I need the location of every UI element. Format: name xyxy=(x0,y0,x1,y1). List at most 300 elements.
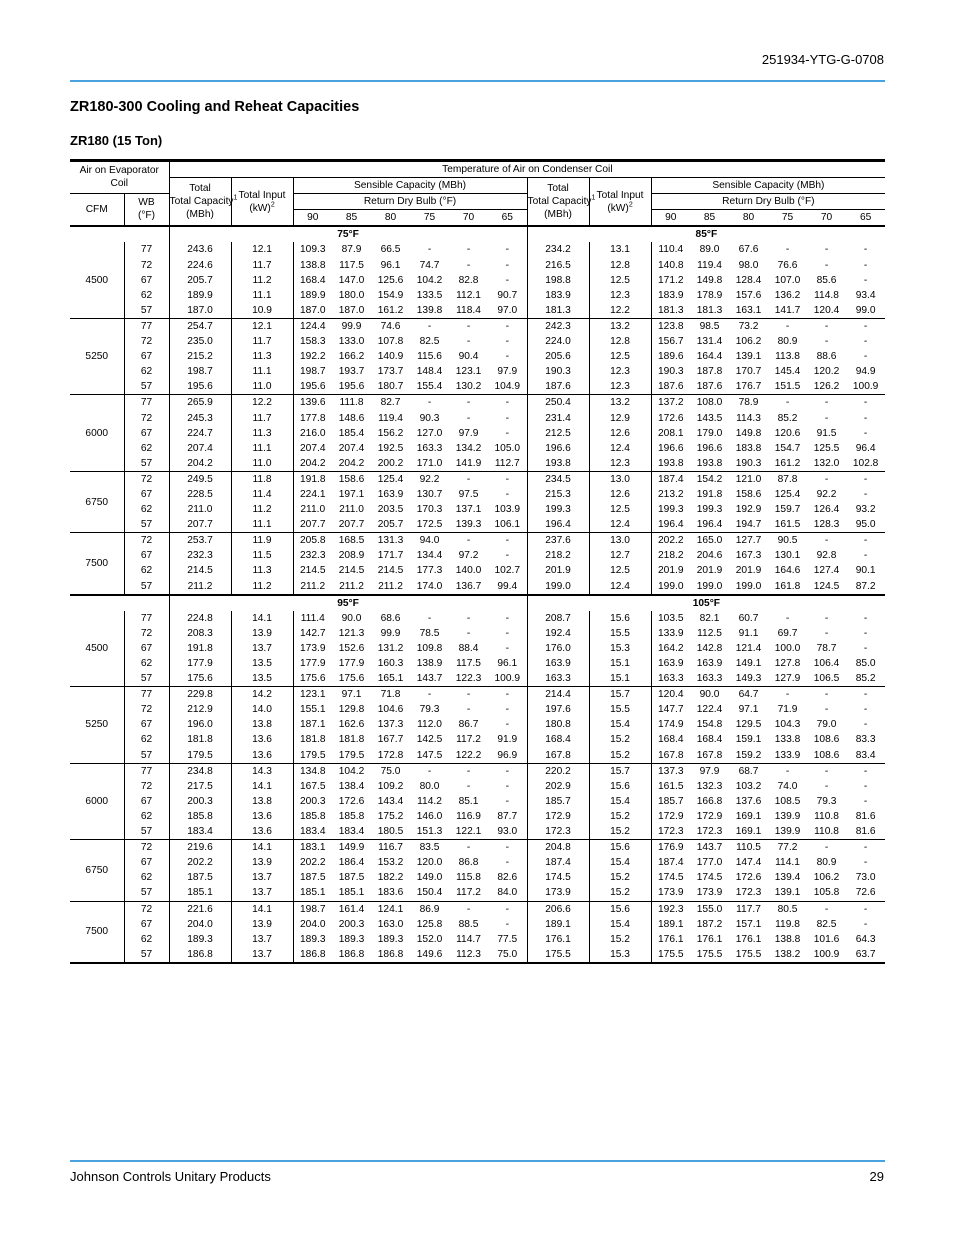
value-cell: 189.9 xyxy=(300,289,326,301)
value-cell: 104.3 xyxy=(774,719,801,731)
value-cell: 167.7 xyxy=(377,734,404,746)
value-cell: 186.8 xyxy=(377,948,404,960)
value-cell: 212.9 xyxy=(169,702,231,717)
value-cell: 15.2 xyxy=(589,885,651,901)
value-cell: 192.4 xyxy=(527,626,589,641)
value-cell: 75.0 xyxy=(371,763,410,779)
wb-cell: 57 xyxy=(124,748,169,764)
wb-cell: 57 xyxy=(124,671,169,687)
value-cell: 131.3 xyxy=(371,533,410,549)
wb-cell: 67 xyxy=(124,487,169,502)
table-row xyxy=(70,441,885,456)
value-cell: 185.7 xyxy=(658,795,684,807)
value-cell: 200.3 xyxy=(169,794,231,809)
value-cell: - xyxy=(807,471,846,487)
wb-cell: 67 xyxy=(124,855,169,870)
value-cell: 133.5 xyxy=(416,289,443,301)
value-cell: 136.7 xyxy=(455,580,482,592)
value-cell: 197.6 xyxy=(527,702,589,717)
value-cell: - xyxy=(410,763,449,779)
value-cell: 232.3 xyxy=(169,548,231,563)
table-row xyxy=(70,763,885,779)
table-row xyxy=(70,349,885,364)
value-cell: 171.2 xyxy=(658,274,684,286)
value-cell: 108.5 xyxy=(774,795,801,807)
value-cell: 204.6 xyxy=(696,550,723,562)
value-cell: 154.9 xyxy=(377,289,404,301)
value-cell: 123.1 xyxy=(455,366,482,378)
value-cell: 96.1 xyxy=(488,656,527,671)
value-cell: 214.5 xyxy=(338,565,365,577)
value-cell: 11.5 xyxy=(231,548,293,563)
value-cell: 207.7 xyxy=(300,519,326,531)
value-cell: 102.8 xyxy=(852,457,879,469)
value-cell: 87.9 xyxy=(341,244,362,256)
value-cell: 204.0 xyxy=(300,918,326,930)
value-cell: 201.9 xyxy=(696,565,723,577)
value-cell: 189.3 xyxy=(169,932,231,947)
value-cell: 187.6 xyxy=(658,381,684,393)
value-cell: 214.5 xyxy=(377,565,404,577)
value-cell: 173.9 xyxy=(696,887,723,899)
value-cell: 97.1 xyxy=(332,687,371,703)
value-cell: 204.2 xyxy=(300,457,326,469)
wb-cell: 62 xyxy=(124,932,169,947)
value-cell: 176.1 xyxy=(658,933,684,945)
value-cell: 15.6 xyxy=(589,611,651,626)
value-cell: 11.1 xyxy=(231,288,293,303)
table-row xyxy=(70,334,885,349)
value-cell: 139.6 xyxy=(293,395,332,411)
value-cell: 109.8 xyxy=(416,642,443,654)
value-cell: 124.5 xyxy=(813,580,840,592)
value-cell: 199.0 xyxy=(735,580,762,592)
value-cell: 211.2 xyxy=(339,580,364,592)
value-cell: 11.9 xyxy=(231,533,293,549)
table-row xyxy=(70,824,885,840)
value-cell: 85.2 xyxy=(777,412,798,424)
value-cell: 254.7 xyxy=(169,318,231,334)
value-cell: 196.4 xyxy=(696,519,723,531)
value-cell: - xyxy=(488,901,527,917)
db-col-header: 75 xyxy=(423,212,436,224)
value-cell: 96.4 xyxy=(855,442,876,454)
value-cell: 196.4 xyxy=(527,517,589,533)
wb-cell: 77 xyxy=(124,395,169,411)
value-cell: 106.2 xyxy=(735,336,762,348)
value-cell: 177.3 xyxy=(416,565,443,577)
capacity-table xyxy=(70,159,885,964)
condenser-temp-label: 95°F xyxy=(169,595,527,611)
value-cell: 148.4 xyxy=(416,366,443,378)
value-cell: 60.7 xyxy=(738,612,759,624)
value-cell: - xyxy=(807,318,846,334)
value-cell: 177.0 xyxy=(696,857,723,869)
value-cell: 199.3 xyxy=(658,504,684,516)
value-cell: 137.3 xyxy=(651,763,690,779)
page-title: ZR180-300 Cooling and Reheat Capacities xyxy=(70,99,360,115)
value-cell: 112.1 xyxy=(456,289,481,301)
value-cell: 13.6 xyxy=(231,748,293,764)
value-cell: - xyxy=(807,901,846,917)
value-cell: 83.5 xyxy=(410,840,449,856)
value-cell: 98.0 xyxy=(738,259,759,271)
value-cell: - xyxy=(824,336,829,348)
value-cell: 13.9 xyxy=(231,855,293,870)
value-cell: 90.7 xyxy=(488,288,527,303)
value-cell: 155.0 xyxy=(690,901,729,917)
value-cell: 168.4 xyxy=(300,274,326,286)
value-cell: 13.0 xyxy=(589,471,651,487)
value-cell: 164.6 xyxy=(774,565,801,577)
value-cell: 187.5 xyxy=(338,872,365,884)
value-cell: - xyxy=(863,336,868,348)
value-cell: - xyxy=(846,471,885,487)
value-cell: 175.2 xyxy=(377,810,404,822)
value-cell: 137.3 xyxy=(377,719,404,731)
value-cell: 120.6 xyxy=(774,427,801,439)
value-cell: 167.8 xyxy=(527,748,589,764)
value-cell: 125.4 xyxy=(774,488,801,500)
table-row xyxy=(70,273,885,288)
value-cell: 139.1 xyxy=(774,887,801,899)
value-cell: 13.8 xyxy=(231,794,293,809)
value-cell: 147.4 xyxy=(735,857,762,869)
value-cell: 207.7 xyxy=(338,519,365,531)
value-cell: 175.6 xyxy=(169,671,231,687)
value-cell: 199.0 xyxy=(696,580,723,592)
value-cell: - xyxy=(449,471,488,487)
value-cell: 196.6 xyxy=(527,441,589,456)
value-cell: 163.3 xyxy=(658,673,684,685)
value-cell: 90.5 xyxy=(768,533,807,549)
value-cell: 11.3 xyxy=(231,349,293,364)
value-cell: 12.6 xyxy=(589,487,651,502)
value-cell: 66.5 xyxy=(380,244,401,256)
value-cell: - xyxy=(846,901,885,917)
value-cell: 75.0 xyxy=(488,947,527,963)
value-cell: 14.2 xyxy=(231,687,293,703)
value-cell: - xyxy=(807,840,846,856)
value-cell: 13.9 xyxy=(231,626,293,641)
value-cell: 200.3 xyxy=(300,795,326,807)
value-cell: 187.4 xyxy=(651,471,690,487)
db-col-header: 80 xyxy=(742,212,755,224)
value-cell: 11.2 xyxy=(231,273,293,288)
value-cell: - xyxy=(488,318,527,334)
value-cell: 80.9 xyxy=(777,336,798,348)
value-cell: 13.7 xyxy=(231,947,293,963)
value-cell: 11.3 xyxy=(231,426,293,441)
table-row xyxy=(70,779,885,794)
value-cell: 12.8 xyxy=(589,334,651,349)
value-cell: 203.5 xyxy=(377,504,404,516)
value-cell: - xyxy=(488,548,527,563)
value-cell: 207.4 xyxy=(338,442,365,454)
value-cell: 143.5 xyxy=(696,412,723,424)
value-cell: 168.5 xyxy=(332,533,371,549)
table-row xyxy=(70,748,885,764)
value-cell: 137.2 xyxy=(651,395,690,411)
db-col-header: 65 xyxy=(859,212,872,224)
cfm-cell: 7500 xyxy=(70,533,124,595)
value-cell: 82.6 xyxy=(488,870,527,885)
value-cell: 106.5 xyxy=(813,673,840,685)
value-cell: 97.9 xyxy=(690,763,729,779)
value-cell: 15.7 xyxy=(589,687,651,703)
value-cell: 101.6 xyxy=(813,933,840,945)
value-cell: 173.7 xyxy=(377,366,404,378)
value-cell: 179.0 xyxy=(696,427,723,439)
value-cell: 82.7 xyxy=(371,395,410,411)
value-cell: 104.2 xyxy=(332,763,371,779)
value-cell: 109.2 xyxy=(377,780,404,792)
value-cell: 119.4 xyxy=(378,412,403,424)
value-cell: 121.4 xyxy=(735,642,762,654)
value-cell: - xyxy=(863,719,868,731)
value-cell: 143.7 xyxy=(416,673,443,685)
value-cell: 181.3 xyxy=(527,303,589,319)
value-cell: 234.8 xyxy=(169,763,231,779)
value-cell: 15.3 xyxy=(589,641,651,656)
value-cell: - xyxy=(449,533,488,549)
value-cell: 14.1 xyxy=(231,779,293,794)
value-cell: 198.7 xyxy=(293,901,332,917)
value-cell: - xyxy=(488,779,527,794)
value-cell: 127.7 xyxy=(729,533,768,549)
value-cell: 72.6 xyxy=(855,887,876,899)
value-cell: 187.0 xyxy=(169,303,231,319)
value-cell: 151.5 xyxy=(774,381,801,393)
value-cell: 112.7 xyxy=(488,456,527,472)
value-cell: 12.5 xyxy=(589,349,651,364)
value-cell: 175.6 xyxy=(338,673,365,685)
value-cell: 140.0 xyxy=(455,565,482,577)
table-row xyxy=(70,947,885,963)
value-cell: 97.0 xyxy=(488,303,527,319)
value-cell: 215.3 xyxy=(527,487,589,502)
value-cell: 253.7 xyxy=(169,533,231,549)
value-cell: 73.0 xyxy=(855,872,876,884)
table-row xyxy=(70,732,885,747)
value-cell: - xyxy=(824,412,829,424)
value-cell: 192.9 xyxy=(735,504,762,516)
value-cell: 185.8 xyxy=(300,810,326,822)
value-cell: 91.9 xyxy=(488,732,527,747)
value-cell: 229.8 xyxy=(169,687,231,703)
value-cell: 130.2 xyxy=(455,381,482,393)
value-cell: 234.2 xyxy=(527,242,589,257)
section-subtitle: ZR180 (15 Ton) xyxy=(70,133,163,148)
value-cell: 90.0 xyxy=(341,612,362,624)
value-cell: 115.6 xyxy=(417,351,442,363)
value-cell: - xyxy=(488,334,527,349)
value-cell: 134.2 xyxy=(455,442,482,454)
value-cell: - xyxy=(863,550,868,562)
value-cell: 186.4 xyxy=(338,857,365,869)
table-row xyxy=(70,395,885,411)
value-cell: - xyxy=(488,702,527,717)
value-cell: 167.5 xyxy=(300,780,326,792)
value-cell: 147.0 xyxy=(338,274,365,286)
value-cell: 138.2 xyxy=(774,948,801,960)
value-cell: - xyxy=(488,411,527,426)
value-cell: - xyxy=(863,244,868,256)
value-cell: 189.6 xyxy=(658,351,684,363)
total-input-header-right: Total Input (kW)$^2$ xyxy=(589,178,651,227)
value-cell: 232.3 xyxy=(300,550,326,562)
value-cell: 196.6 xyxy=(658,442,684,454)
value-cell: 12.5 xyxy=(589,502,651,517)
value-cell: 195.6 xyxy=(300,381,326,393)
value-cell: 204.0 xyxy=(169,917,231,932)
value-cell: 185.1 xyxy=(169,885,231,901)
value-cell: 97.9 xyxy=(488,364,527,379)
value-cell: 176.7 xyxy=(735,381,762,393)
wb-cell: 57 xyxy=(124,303,169,319)
value-cell: 74.6 xyxy=(371,318,410,334)
table-row xyxy=(70,502,885,517)
value-cell: - xyxy=(824,259,829,271)
value-cell: 125.8 xyxy=(416,918,443,930)
value-cell: 174.0 xyxy=(416,580,443,592)
value-cell: 189.1 xyxy=(658,918,684,930)
db-col-header: 90 xyxy=(665,212,677,224)
cfm-cell: 5250 xyxy=(70,318,124,394)
value-cell: - xyxy=(449,840,488,856)
value-cell: 71.9 xyxy=(777,704,798,716)
value-cell: 178.9 xyxy=(696,289,723,301)
value-cell: 142.8 xyxy=(696,642,723,654)
value-cell: 15.4 xyxy=(589,794,651,809)
value-cell: 129.5 xyxy=(735,719,762,731)
value-cell: 11.1 xyxy=(231,441,293,456)
value-cell: 187.6 xyxy=(527,379,589,395)
value-cell: 11.8 xyxy=(231,471,293,487)
value-cell: - xyxy=(488,917,527,932)
value-cell: 81.6 xyxy=(855,826,876,838)
value-cell: 158.6 xyxy=(332,471,371,487)
footer-company: Johnson Controls Unitary Products xyxy=(70,1169,271,1184)
value-cell: 15.4 xyxy=(589,717,651,732)
value-cell: 12.6 xyxy=(589,426,651,441)
value-cell: 183.4 xyxy=(169,824,231,840)
value-cell: 89.0 xyxy=(699,244,720,256)
value-cell: 99.9 xyxy=(380,627,401,639)
value-cell: 11.1 xyxy=(231,517,293,533)
value-cell: 106.4 xyxy=(813,658,840,669)
value-cell: - xyxy=(449,395,488,411)
wb-cell: 57 xyxy=(124,824,169,840)
value-cell: 134.8 xyxy=(293,763,332,779)
value-cell: 100.9 xyxy=(852,381,879,393)
value-cell: 73.2 xyxy=(729,318,768,334)
value-cell: 163.9 xyxy=(527,656,589,671)
value-cell: 133.8 xyxy=(774,734,801,746)
value-cell: 180.0 xyxy=(338,289,365,301)
total-capacity-header-right: Total Total Capacity$^1$ (MBh) xyxy=(527,178,589,227)
value-cell: - xyxy=(449,901,488,917)
value-cell: 199.0 xyxy=(658,580,684,592)
value-cell: - xyxy=(449,763,488,779)
value-cell: 207.4 xyxy=(300,442,326,454)
value-cell: 112.5 xyxy=(697,627,722,639)
wb-cell: 67 xyxy=(124,426,169,441)
value-cell: 175.5 xyxy=(735,948,762,960)
value-cell: 174.9 xyxy=(658,719,684,731)
value-cell: - xyxy=(824,244,829,256)
value-cell: 242.3 xyxy=(527,318,589,334)
value-cell: - xyxy=(488,641,527,656)
value-cell: 15.2 xyxy=(589,809,651,824)
db-col-header: 70 xyxy=(462,212,475,224)
value-cell: 181.3 xyxy=(696,304,723,316)
value-cell: 83.4 xyxy=(855,749,876,761)
value-cell: - xyxy=(466,612,471,624)
value-cell: - xyxy=(846,687,885,703)
value-cell: 91.5 xyxy=(816,427,837,439)
value-cell: 119.4 xyxy=(697,259,722,271)
value-cell: 142.7 xyxy=(300,627,326,639)
condenser-temp-header: Temperature of Air on Condenser Coil xyxy=(169,161,885,178)
value-cell: 176.1 xyxy=(735,933,762,945)
wb-cell: 57 xyxy=(124,456,169,472)
value-cell: 68.6 xyxy=(380,612,401,624)
wb-cell: 72 xyxy=(124,258,169,273)
value-cell: 189.1 xyxy=(527,917,589,932)
value-cell: 127.4 xyxy=(813,565,840,577)
wb-cell: 72 xyxy=(124,626,169,641)
value-cell: 170.3 xyxy=(416,504,443,516)
value-cell: - xyxy=(863,780,868,792)
value-cell: 214.5 xyxy=(300,565,326,577)
value-cell: 102.7 xyxy=(488,563,527,578)
value-cell: 117.2 xyxy=(456,887,481,899)
value-cell: - xyxy=(488,471,527,487)
table-row xyxy=(70,364,885,379)
value-cell: 116.7 xyxy=(371,840,410,856)
value-cell: 141.9 xyxy=(455,457,482,469)
value-cell: 183.4 xyxy=(300,826,326,838)
value-cell: 199.3 xyxy=(696,504,723,516)
value-cell: 13.6 xyxy=(231,809,293,824)
value-cell: - xyxy=(488,794,527,809)
value-cell: 162.6 xyxy=(338,719,365,731)
value-cell: 185.7 xyxy=(527,794,589,809)
value-cell: - xyxy=(768,318,807,334)
table-row xyxy=(70,809,885,824)
value-cell: 15.6 xyxy=(589,779,651,794)
value-cell: 13.2 xyxy=(589,395,651,411)
value-cell: 103.2 xyxy=(735,780,762,792)
value-cell: 138.4 xyxy=(338,780,365,792)
value-cell: 137.1 xyxy=(455,504,482,516)
sensible-capacity-header: Sensible Capacity (MBh) xyxy=(293,178,527,194)
value-cell: 165.0 xyxy=(690,533,729,549)
value-cell: 79.3 xyxy=(816,795,837,807)
value-cell: 179.5 xyxy=(169,748,231,764)
value-cell: 106.1 xyxy=(488,517,527,533)
value-cell: 117.7 xyxy=(729,901,768,917)
value-cell: 128.4 xyxy=(735,274,762,286)
value-cell: 212.5 xyxy=(527,426,589,441)
value-cell: 106.2 xyxy=(813,872,840,884)
value-cell: - xyxy=(863,795,868,807)
value-cell: 122.1 xyxy=(455,826,482,838)
value-cell: - xyxy=(863,412,868,424)
value-cell: 11.2 xyxy=(231,502,293,517)
value-cell: 211.0 xyxy=(169,502,231,517)
